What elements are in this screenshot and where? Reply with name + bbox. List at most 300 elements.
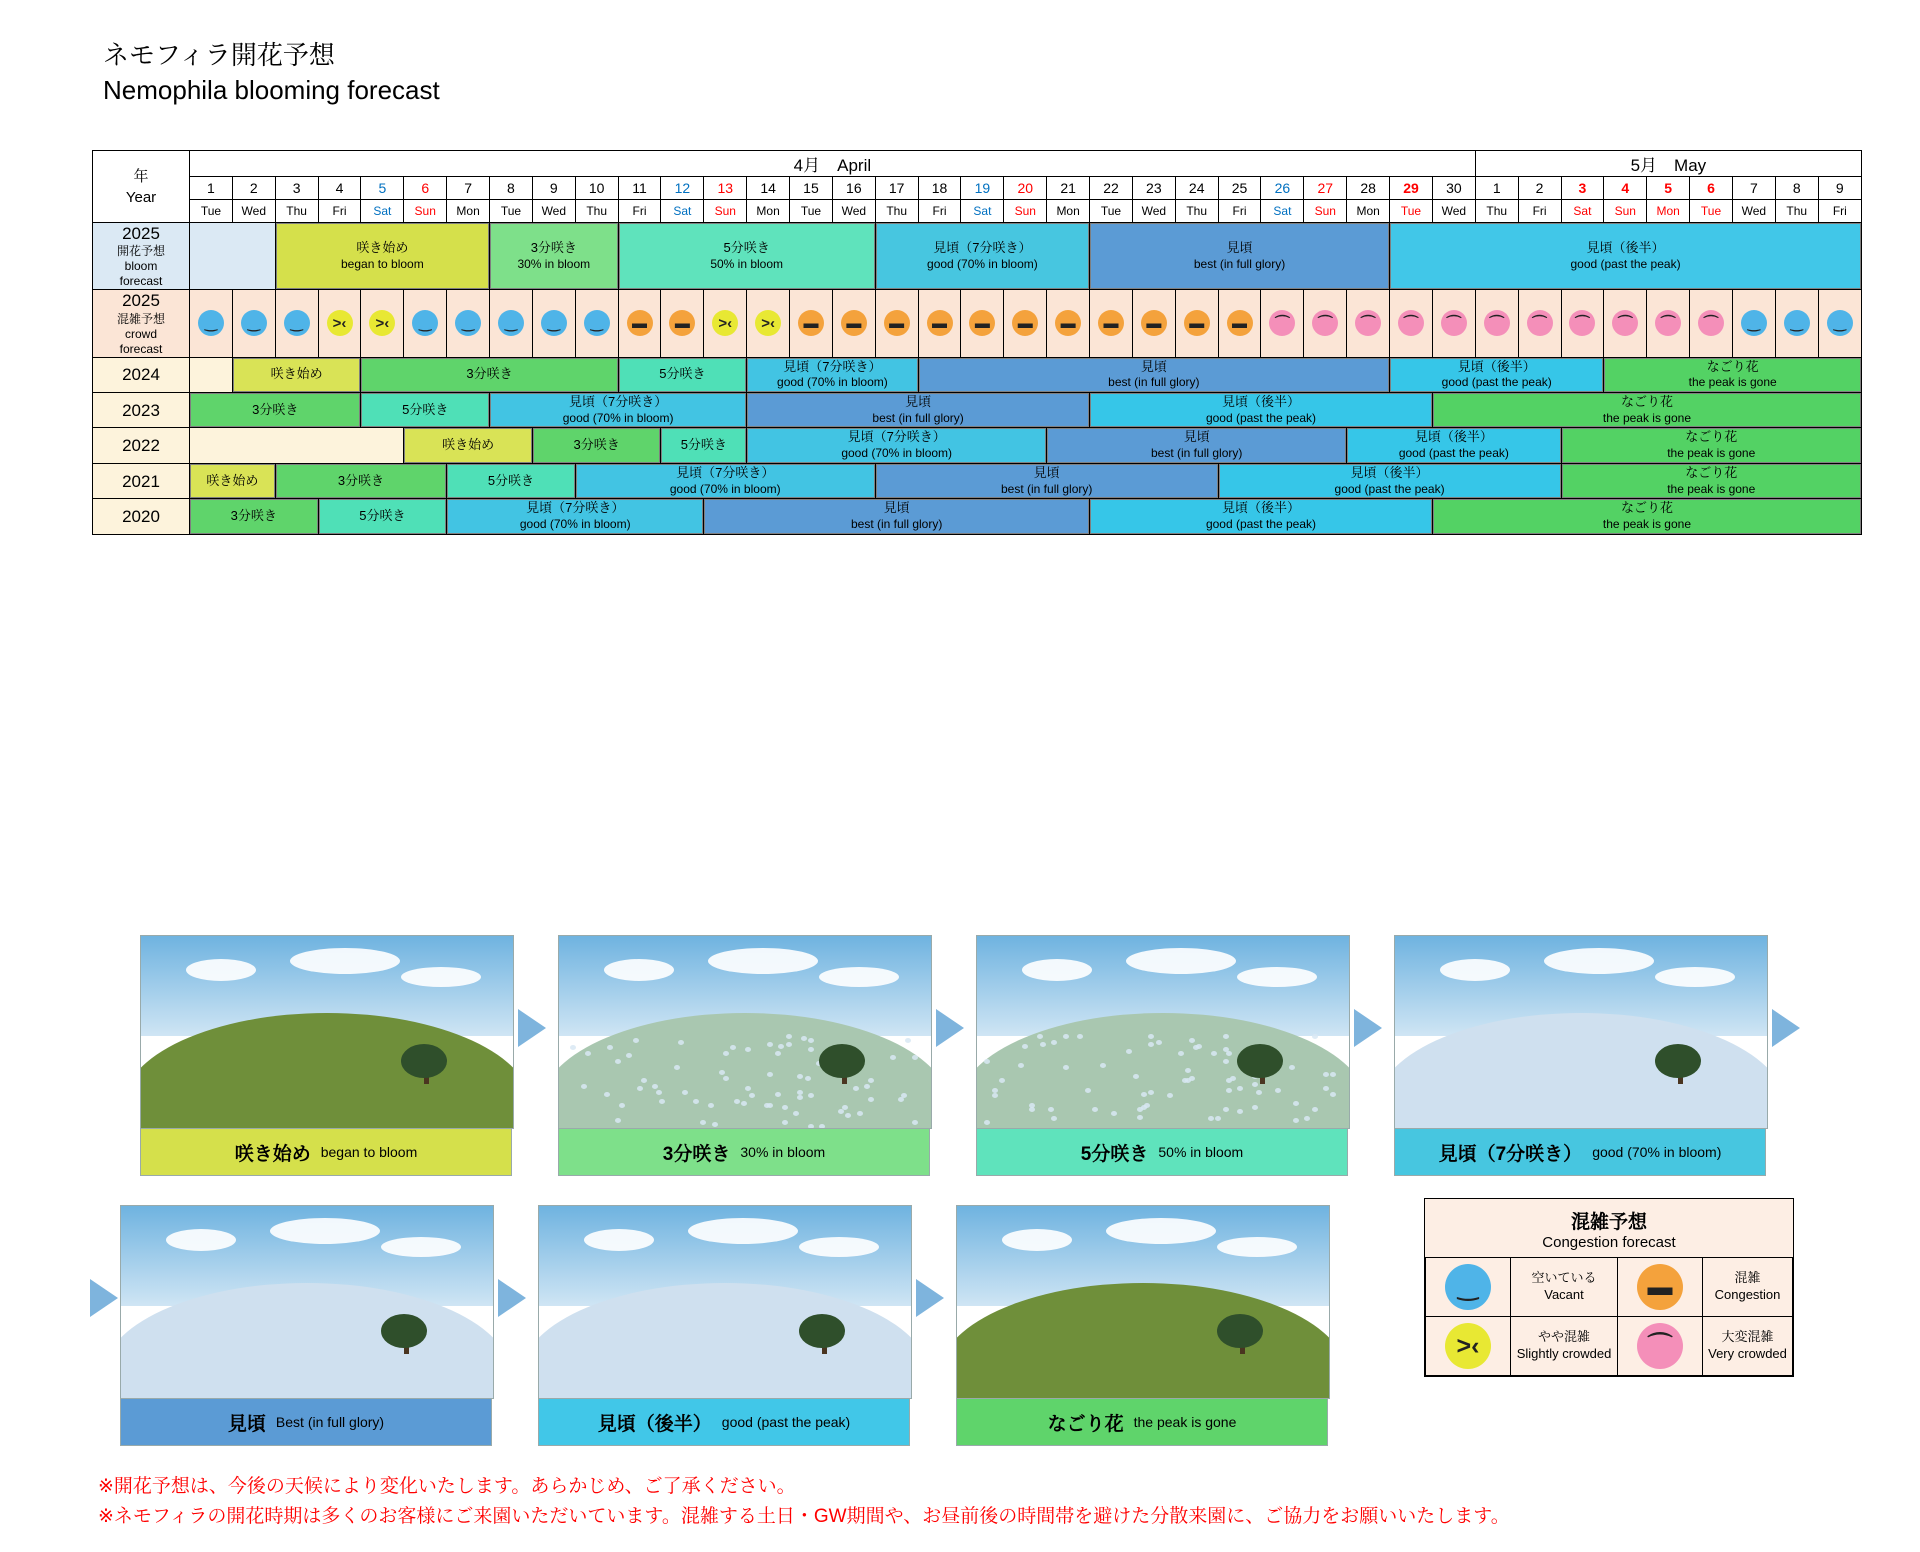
crowd-face-vacant-icon: ‿	[198, 310, 224, 336]
day-number: 27	[1304, 177, 1347, 200]
crowd-face-cell	[532, 290, 575, 357]
bloom-band-en: best (in full glory)	[872, 410, 964, 425]
day-of-week: Sun	[404, 200, 447, 223]
bloom-band-cell	[275, 223, 489, 290]
bloom-band	[361, 393, 489, 427]
day-number: 7	[1732, 177, 1775, 200]
crowd-face-cell	[1004, 290, 1047, 357]
legend-label-cell	[1511, 1317, 1618, 1376]
day-of-week: Tue	[490, 200, 533, 223]
bloom-band	[1219, 464, 1561, 498]
day-of-week: Thu	[1175, 200, 1218, 223]
bloom-band-en: began to bloom	[341, 256, 424, 271]
empty-band	[190, 428, 404, 463]
bloom-band-en: good (70% in bloom)	[562, 410, 674, 425]
crowd-face-cell	[661, 290, 704, 357]
legend-slight-icon: ˃‹	[1445, 1323, 1491, 1369]
stage-caption	[976, 1129, 1348, 1176]
day-of-week: Sun	[1304, 200, 1347, 223]
bloom-band-ja: 3分咲き	[230, 508, 277, 524]
bloom-band	[1347, 428, 1560, 462]
footer-note-1: ※開花予想は、今後の天候により変化いたします。あらかじめ、ご了承ください。	[98, 1476, 796, 1497]
bloom-band	[1433, 393, 1861, 427]
next-stage-arrow-icon	[88, 1275, 122, 1321]
bloom-band-en: good (past the peak)	[1334, 481, 1445, 496]
bloom-band-en: good (70% in bloom)	[519, 517, 631, 532]
row-year-label: 2020	[122, 507, 160, 527]
congestion-legend-title	[1425, 1199, 1793, 1257]
day-number: 2	[232, 177, 275, 200]
bloom-band-ja: なごり花	[1620, 500, 1673, 516]
day-of-week: Tue	[1690, 200, 1733, 223]
crowd-face-slight-icon: ˃‹	[327, 310, 353, 336]
bloom-band-cell	[190, 392, 361, 427]
legend-face-cell	[1618, 1258, 1703, 1317]
crowd-face-vacant-icon: ‿	[541, 310, 567, 336]
legend-face-cell	[1618, 1317, 1703, 1376]
calendar-row-forecast-2025	[93, 223, 1862, 290]
row-year-label: 2025 開花予想 bloom forecast	[116, 224, 165, 289]
crowd-face-cell	[1647, 290, 1690, 357]
stage-caption-en: good (70% in bloom)	[1592, 1144, 1722, 1160]
bloom-band	[576, 464, 875, 498]
day-of-week: Sat	[1261, 200, 1304, 223]
page-title-ja: ネモフィラ開花予想	[103, 40, 335, 70]
bloom-band-ja: 3分咲き	[530, 239, 577, 255]
bloom-band-cell	[747, 392, 1090, 427]
bloom-band-ja: 5分咲き	[659, 366, 706, 382]
crowd-face-cong-icon: ▬	[627, 310, 653, 336]
crowd-face-slight-icon: ˃‹	[369, 310, 395, 336]
bloom-band-cell	[361, 357, 618, 392]
day-of-week: Sun	[704, 200, 747, 223]
day-number: 3	[275, 177, 318, 200]
day-of-week: Mon	[1347, 200, 1390, 223]
bloom-band-en: good (70% in bloom)	[841, 446, 953, 461]
calendar-row-year-2020	[93, 499, 1862, 534]
day-number: 15	[790, 177, 833, 200]
bloom-band-en: best (in full glory)	[850, 517, 943, 532]
bloom-band	[404, 428, 532, 462]
day-of-week: Wed	[1132, 200, 1175, 223]
crowd-face-very-icon: ⌒	[1484, 310, 1510, 336]
day-number: 18	[918, 177, 961, 200]
crowd-face-vacant-icon: ‿	[1827, 310, 1853, 336]
day-number: 12	[661, 177, 704, 200]
legend-row	[1426, 1258, 1793, 1317]
bloom-band-ja: 5分咲き	[487, 472, 535, 488]
day-of-week: Sat	[961, 200, 1004, 223]
crowd-face-cell	[704, 290, 747, 357]
bloom-band	[1562, 464, 1862, 498]
day-number: 29	[1390, 177, 1433, 200]
bloom-band-cell	[575, 463, 875, 498]
bloom-band-en: the peak is gone	[1602, 410, 1691, 425]
crowd-face-cong-icon: ▬	[1184, 310, 1210, 336]
legend-cong-icon: ▬	[1637, 1264, 1683, 1310]
bloom-band-ja: 見頃（7分咲き）	[676, 464, 775, 480]
page-title-en: Nemophila blooming forecast	[103, 75, 440, 106]
row-year-cell	[93, 463, 190, 498]
bloom-band-ja: 3分咲き	[252, 401, 299, 417]
bloom-band-cell	[490, 392, 747, 427]
crowd-face-cell	[1732, 290, 1775, 357]
congestion-legend-title-en: Congestion forecast	[1542, 1234, 1676, 1251]
crowd-face-cong-icon: ▬	[1055, 310, 1081, 336]
crowd-face-cong-icon: ▬	[884, 310, 910, 336]
bloom-band	[533, 428, 661, 462]
bloom-band-cell	[1047, 428, 1347, 463]
day-of-week: Fri	[618, 200, 661, 223]
next-stage-arrow-icon	[934, 1005, 968, 1051]
day-number: 1	[1475, 177, 1518, 200]
congestion-legend-title-ja: 混雑予想	[1570, 1212, 1647, 1233]
stage-photo	[558, 935, 932, 1129]
bloom-band-ja: なごり花	[1620, 393, 1673, 409]
bloom-band	[1390, 223, 1861, 289]
crowd-face-vacant-icon: ‿	[584, 310, 610, 336]
crowd-face-cong-icon: ▬	[841, 310, 867, 336]
crowd-face-cell	[1347, 290, 1390, 357]
day-number: 13	[704, 177, 747, 200]
bloom-band-cell	[1561, 463, 1862, 498]
bloom-band	[876, 464, 1218, 498]
crowd-face-very-icon: ⌒	[1398, 310, 1424, 336]
crowd-face-very-icon: ⌒	[1441, 310, 1467, 336]
bloom-band-en: 50% in bloom	[710, 256, 784, 271]
bloom-band-cell	[490, 223, 619, 290]
bloom-band	[1090, 223, 1389, 289]
bloom-band	[747, 428, 1046, 462]
bloom-band	[919, 358, 1389, 392]
day-of-week: Wed	[832, 200, 875, 223]
day-of-week: Sun	[1004, 200, 1047, 223]
row-year-cell	[93, 357, 190, 392]
day-number: 28	[1347, 177, 1390, 200]
bloom-band-en: the peak is gone	[1602, 517, 1691, 532]
bloom-band-cell	[190, 499, 319, 534]
day-number: 26	[1261, 177, 1304, 200]
bloom-band-en: 30% in bloom	[517, 256, 591, 271]
day-number: 5	[361, 177, 404, 200]
crowd-face-cell	[875, 290, 918, 357]
bloom-band	[361, 358, 617, 392]
bloom-band	[661, 428, 746, 462]
row-year-cell	[93, 499, 190, 534]
bloom-band-ja: 3分咲き	[337, 472, 385, 488]
stage-caption	[538, 1399, 910, 1446]
crowd-face-cell	[490, 290, 533, 357]
crowd-face-cell	[1047, 290, 1090, 357]
bloom-band	[490, 223, 618, 289]
bloom-band-cell	[190, 463, 276, 498]
crowd-face-cell	[1218, 290, 1261, 357]
day-number: 17	[875, 177, 918, 200]
crowd-face-cong-icon: ▬	[927, 310, 953, 336]
legend-label-en: Congestion	[1714, 1287, 1781, 1302]
stage-photo	[140, 935, 514, 1129]
crowd-face-very-icon: ⌒	[1355, 310, 1381, 336]
stage-card	[120, 1205, 492, 1446]
legend-label-cell	[1511, 1258, 1618, 1317]
bloom-band-ja: 咲き始め	[442, 437, 495, 453]
bloom-band-cell	[1432, 392, 1861, 427]
day-of-week: Thu	[275, 200, 318, 223]
bloom-band-ja: 咲き始め	[356, 239, 409, 255]
crowd-face-cong-icon: ▬	[1012, 310, 1038, 336]
footer-notes	[98, 1472, 1510, 1533]
crowd-face-cell	[404, 290, 447, 357]
month-header: 4月 April	[190, 151, 1476, 177]
bloom-band-cell	[1090, 392, 1433, 427]
calendar-row-year-2021	[93, 463, 1862, 498]
crowd-face-cell	[1132, 290, 1175, 357]
bloom-band	[619, 358, 747, 392]
bloom-band-ja: 5分咲き	[402, 401, 449, 417]
stage-caption-en: began to bloom	[320, 1144, 418, 1160]
bloom-band-en: best (in full glory)	[1151, 446, 1243, 461]
day-of-week: Fri	[318, 200, 361, 223]
crowd-face-cell	[618, 290, 661, 357]
stage-caption-ja: 咲き始め	[234, 1143, 311, 1165]
bloom-band-cell	[875, 463, 1218, 498]
day-of-week: Mon	[1647, 200, 1690, 223]
legend-label-en: Slightly crowded	[1516, 1346, 1612, 1361]
bloom-band	[1047, 428, 1346, 462]
stage-caption	[120, 1399, 492, 1446]
crowd-face-cong-icon: ▬	[969, 310, 995, 336]
crowd-face-cell	[832, 290, 875, 357]
bloom-band	[233, 358, 361, 392]
bloom-band	[1604, 358, 1861, 392]
bloom-band-en: good (past the peak)	[1205, 410, 1317, 425]
crowd-face-cell	[918, 290, 961, 357]
year-header-ja: 年	[133, 167, 149, 185]
stage-photo	[538, 1205, 912, 1399]
crowd-face-very-icon: ⌒	[1527, 310, 1553, 336]
bloom-band-cell	[361, 392, 490, 427]
bloom-band	[704, 499, 1089, 533]
bloom-band-cell	[618, 223, 875, 290]
bloom-band-ja: 見頃（7分咲き）	[526, 500, 625, 516]
bloom-band	[747, 358, 917, 392]
bloom-band-en: best (in full glory)	[1001, 481, 1093, 496]
bloom-band-ja: 見頃（後半）	[1586, 239, 1665, 255]
stage-photo	[956, 1205, 1330, 1399]
bloom-band-ja: 見頃（後半）	[1457, 358, 1536, 374]
crowd-face-very-icon: ⌒	[1569, 310, 1595, 336]
bloom-band-ja: 3分咲き	[466, 366, 513, 382]
day-of-week: Mon	[1047, 200, 1090, 223]
bloom-band-ja: 見頃（後半）	[1414, 429, 1493, 445]
bloom-band-ja: 見頃（7分咲き）	[568, 393, 668, 409]
day-of-week: Fri	[1218, 200, 1261, 223]
bloom-band-cell	[704, 499, 1090, 534]
day-of-week: Fri	[918, 200, 961, 223]
stage-caption-ja: 3分咲き	[662, 1143, 731, 1165]
crowd-face-cell	[190, 290, 233, 357]
day-number: 11	[618, 177, 661, 200]
legend-label-cell	[1703, 1258, 1793, 1317]
bloom-band-cell	[1561, 428, 1862, 463]
bloom-band	[1090, 499, 1432, 533]
day-number: 22	[1090, 177, 1133, 200]
crowd-face-cong-icon: ▬	[669, 310, 695, 336]
legend-very-icon: ⌒	[1637, 1323, 1683, 1369]
bloom-band-cell	[1432, 499, 1861, 534]
day-of-week: Thu	[1775, 200, 1818, 223]
stage-caption	[956, 1399, 1328, 1446]
page-title	[103, 38, 440, 108]
bloom-band-ja: 見頃（後半）	[1350, 464, 1429, 480]
crowd-face-cell	[961, 290, 1004, 357]
empty-band	[190, 357, 233, 392]
day-number: 4	[318, 177, 361, 200]
bloom-band-cell	[661, 428, 747, 463]
bloom-band-cell	[1090, 223, 1390, 290]
stage-photo-strip	[0, 925, 1920, 1465]
bloom-band-ja: 見頃	[1183, 429, 1210, 445]
bloom-band-cell	[875, 223, 1089, 290]
crowd-face-cong-icon: ▬	[1141, 310, 1167, 336]
bloom-band-ja: 見頃	[905, 393, 932, 409]
bloom-band-ja: 5分咲き	[359, 508, 406, 524]
crowd-face-cell	[361, 290, 404, 357]
bloom-band-en: the peak is gone	[1667, 481, 1756, 496]
calendar-row-year-2022	[93, 428, 1862, 463]
crowd-face-vacant-icon: ‿	[412, 310, 438, 336]
stage-card	[140, 935, 512, 1176]
bloom-band-cell	[618, 357, 747, 392]
day-number: 1	[190, 177, 233, 200]
day-of-week: Sat	[361, 200, 404, 223]
bloom-band-cell	[532, 428, 661, 463]
stage-caption-ja: 5分咲き	[1080, 1143, 1149, 1165]
day-of-week: Fri	[1818, 200, 1861, 223]
row-year-label: 2023	[122, 400, 160, 420]
stage-photo	[976, 935, 1350, 1129]
calendar-row-year-2023	[93, 392, 1862, 427]
day-number: 4	[1604, 177, 1647, 200]
day-of-week: Mon	[447, 200, 490, 223]
bloom-band-ja: 見頃（後半）	[1221, 393, 1300, 409]
day-of-week: Thu	[575, 200, 618, 223]
crowd-face-cell	[575, 290, 618, 357]
bloom-band	[1390, 358, 1603, 392]
crowd-face-very-icon: ⌒	[1655, 310, 1681, 336]
day-number: 7	[447, 177, 490, 200]
bloom-band-ja: 5分咲き	[723, 239, 770, 255]
bloom-band-ja: 咲き始め	[270, 366, 323, 382]
stage-caption-ja: 見頃	[227, 1413, 266, 1435]
crowd-face-cong-icon: ▬	[1098, 310, 1124, 336]
day-number: 6	[404, 177, 447, 200]
stage-card	[538, 1205, 910, 1446]
day-number: 9	[532, 177, 575, 200]
bloom-band-cell	[318, 499, 447, 534]
row-year-label: 2024	[122, 365, 160, 385]
crowd-face-vacant-icon: ‿	[1741, 310, 1767, 336]
bloom-band-cell	[275, 463, 446, 498]
bloom-band-ja: 見頃（7分咲き）	[933, 239, 1032, 255]
day-number: 8	[1775, 177, 1818, 200]
day-number: 5	[1647, 177, 1690, 200]
day-number: 6	[1690, 177, 1733, 200]
stage-photo	[1394, 935, 1768, 1129]
stage-photo	[120, 1205, 494, 1399]
crowd-face-vacant-icon: ‿	[498, 310, 524, 336]
crowd-face-cell	[275, 290, 318, 357]
bloom-band-ja: 見頃	[1033, 464, 1060, 480]
day-number: 24	[1175, 177, 1218, 200]
crowd-face-cong-icon: ▬	[1227, 310, 1253, 336]
bloom-band-cell	[1390, 357, 1604, 392]
bloom-band	[1562, 428, 1862, 462]
bloom-band-cell	[1218, 463, 1561, 498]
bloom-band-en: good (past the peak)	[1441, 375, 1552, 390]
bloom-band	[319, 499, 447, 533]
crowd-face-cell	[1518, 290, 1561, 357]
crowd-face-cell	[1390, 290, 1433, 357]
crowd-face-vacant-icon: ‿	[284, 310, 310, 336]
row-year-cell	[93, 392, 190, 427]
row-year-cell	[93, 428, 190, 463]
crowd-face-very-icon: ⌒	[1698, 310, 1724, 336]
day-of-week: Sat	[1561, 200, 1604, 223]
bloom-band-cell	[1090, 499, 1433, 534]
stage-caption-ja: 見頃（7分咲き）	[1438, 1143, 1583, 1165]
bloom-band-ja: なごり花	[1706, 358, 1759, 374]
bloom-band-en: good (70% in bloom)	[927, 256, 1038, 271]
calendar-row-crowd-2025	[93, 290, 1862, 357]
bloom-band-cell	[1347, 428, 1561, 463]
day-of-week: Tue	[1390, 200, 1433, 223]
bloom-band	[276, 464, 446, 498]
legend-face-cell	[1426, 1317, 1511, 1376]
crowd-face-cell	[1475, 290, 1518, 357]
crowd-face-cell	[1561, 290, 1604, 357]
row-year-label: 2022	[122, 436, 160, 456]
day-of-week: Wed	[232, 200, 275, 223]
legend-label-ja: 混雑	[1734, 1270, 1761, 1286]
bloom-band-ja: なごり花	[1685, 464, 1738, 480]
day-number: 30	[1432, 177, 1475, 200]
crowd-face-slight-icon: ˃‹	[755, 310, 781, 336]
day-of-week: Wed	[1432, 200, 1475, 223]
bloom-band-ja: 3分咲き	[573, 437, 620, 453]
year-header-cell	[93, 151, 190, 223]
day-number: 19	[961, 177, 1004, 200]
crowd-face-very-icon: ⌒	[1612, 310, 1638, 336]
crowd-face-very-icon: ⌒	[1269, 310, 1295, 336]
congestion-legend	[1424, 1198, 1794, 1377]
bloom-band-ja: 咲き始め	[206, 472, 259, 488]
next-stage-arrow-icon	[1770, 1005, 1804, 1051]
day-number: 9	[1818, 177, 1861, 200]
legend-label-ja: 空いている	[1531, 1270, 1597, 1286]
next-stage-arrow-icon	[516, 1005, 550, 1051]
legend-face-cell	[1426, 1258, 1511, 1317]
day-number: 3	[1561, 177, 1604, 200]
empty-band	[190, 223, 276, 290]
bloom-band-cell	[918, 357, 1389, 392]
day-of-week: Wed	[532, 200, 575, 223]
stage-card	[558, 935, 930, 1176]
bloom-band-en: good (past the peak)	[1205, 517, 1317, 532]
day-number: 16	[832, 177, 875, 200]
bloom-band-en: good (70% in bloom)	[777, 375, 888, 390]
day-number: 21	[1047, 177, 1090, 200]
